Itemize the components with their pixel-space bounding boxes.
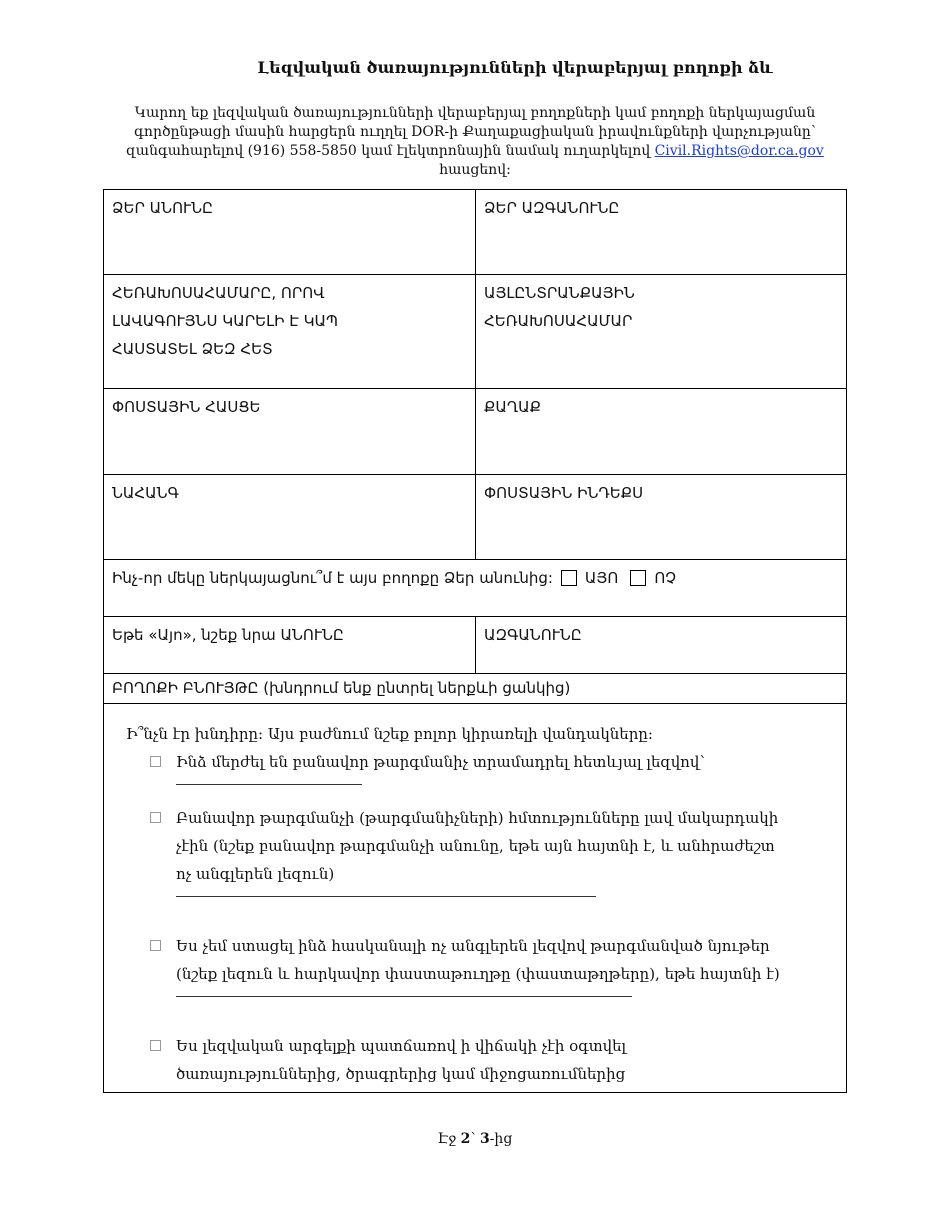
- intro-line-3: [95, 142, 855, 180]
- page-title: Լեզվական ծառայությունների վերաբերյալ բողոքի ձև: [257, 58, 773, 77]
- issue-item-4: [150, 1032, 826, 1088]
- rep-name-label: Եթե «Այո», նշեք նրա ԱՆՈՒՆԸ: [112, 626, 344, 644]
- yes-label: ԱՅՈ: [584, 569, 619, 587]
- footer-page-number: 2: [460, 1131, 471, 1147]
- issue-3-text-1: Ես չեմ ստացել ինձ հասկանալի ոչ անգլերեն լեզվով թարգմանված նյութեր: [176, 937, 770, 955]
- phone-row: [104, 275, 846, 389]
- rep-name-field[interactable]: [104, 617, 476, 673]
- issue-item-2: [150, 804, 826, 897]
- issue-1-answer-line[interactable]: [176, 776, 362, 785]
- alt-phone-label-2: ՀԵՌԱԽՈՍԱՀԱՄԱՐ: [484, 312, 633, 330]
- alt-phone-label-1: ԱՅԼԸՆՏՐԱՆՔԱՅԻՆ: [484, 284, 635, 302]
- issue-2-text-1: Բանավոր թարգմանչի (թարգմանիչների) հմտությունները լավ մակարդակի: [176, 809, 779, 827]
- intro-line-3-pre: զանգահարելով (916) 558-5850 կամ էլեկտրոնային նամակ ուղարկելով: [126, 143, 655, 159]
- representative-row: [104, 560, 846, 617]
- address-label: ՓՈՍՏԱՅԻՆ ՀԱՍՑԵ: [112, 398, 261, 416]
- address-row: [104, 389, 846, 475]
- complaint-form: [103, 189, 847, 1093]
- issue-2-checkbox[interactable]: [150, 812, 161, 823]
- issue-4-checkbox[interactable]: [150, 1040, 161, 1051]
- issue-4-text-2: ծառայություններից, ծրագրերից կամ միջոցառումներից: [176, 1065, 626, 1083]
- city-field[interactable]: [476, 389, 846, 474]
- intro-line-3-post: հասցեով:: [439, 162, 511, 178]
- issue-4-text-1: Ես լեզվական արգելքի պատճառով ի վիճակի չէի օգտվել: [176, 1037, 627, 1055]
- state-field[interactable]: [104, 475, 476, 559]
- first-name-label: ՁԵՐ ԱՆՈՒՆԸ: [112, 199, 214, 217]
- city-label: ՔԱՂԱՔ: [484, 398, 541, 416]
- address-field[interactable]: [104, 389, 476, 474]
- issues-section: [104, 704, 846, 1092]
- zip-label: ՓՈՍՏԱՅԻՆ ԻՆԴԵՔՍ: [484, 484, 644, 502]
- last-name-label: ՁԵՐ ԱԶԳԱՆՈՒՆԸ: [484, 199, 620, 217]
- no-label: ՈՉ: [654, 569, 676, 587]
- state-label: ՆԱՀԱՆԳ: [112, 484, 179, 502]
- issue-2-text-2: չէին (նշեք բանավոր թարգմանչի անունը, եթե այն հայտնի է, և անհրաժեշտ: [176, 837, 775, 855]
- first-name-field[interactable]: [104, 190, 476, 274]
- issue-2-text-3: ոչ անգլերեն լեզուն): [176, 865, 335, 883]
- email-link[interactable]: Civil.Rights@dor.ca.gov: [654, 143, 824, 159]
- footer-sep: ՝: [470, 1131, 480, 1147]
- issue-3-answer-line[interactable]: [176, 988, 632, 997]
- state-row: [104, 475, 846, 560]
- alt-phone-field[interactable]: [476, 275, 846, 388]
- issue-item-3: [150, 932, 826, 997]
- footer-pre: Էջ: [437, 1131, 461, 1147]
- issue-item-1: [150, 748, 826, 785]
- complaint-type-label: ԲՈՂՈՔԻ ԲՆՈՒՅԹԸ (խնդրում ենք ընտրել ներքևի ցանկից): [112, 679, 571, 697]
- issue-1-checkbox[interactable]: [150, 756, 161, 767]
- issues-question: Ի՞նչն էր խնդիրը: Այս բաժնում նշեք բոլոր կիրառելի վանդակները:: [126, 725, 653, 743]
- issue-1-text: Ինձ մերժել են բանավոր թարգմանիչ տրամադրել հետևյալ լեզվով՝: [176, 753, 705, 771]
- rep-last-name-label: ԱԶԳԱՆՈՒՆԸ: [484, 626, 582, 644]
- issue-3-text-2: (նշեք լեզուն և հարկավոր փաստաթուղթը (փաստաթղթերը), եթե հայտնի է): [176, 965, 780, 983]
- phone-label-3: ՀԱՍՏԱՏԵԼ ՁԵԶ ՀԵՏ: [112, 340, 273, 358]
- issue-2-answer-line[interactable]: [176, 888, 596, 897]
- zip-field[interactable]: [476, 475, 846, 559]
- name-row: [104, 190, 846, 275]
- complaint-type-header: [104, 674, 846, 703]
- representative-label: Ինչ-որ մեկը ներկայացնու՞մ է այս բողոքը Ձեր անունից:: [112, 569, 553, 587]
- intro-line-2: գործընթացի մասին հարցերն ուղղել DOR-ի Քաղաքացիական իրավունքների վարչությանը՝: [134, 124, 816, 140]
- complaint-type-row: [104, 674, 846, 704]
- representative-question: [104, 560, 846, 616]
- yes-checkbox[interactable]: [561, 570, 577, 586]
- page-footer: [0, 1131, 950, 1147]
- footer-page-total: 3: [479, 1131, 490, 1147]
- last-name-field[interactable]: [476, 190, 846, 274]
- intro-line-1: Կարող եք լեզվական ծառայությունների վերաբերյալ բողոքների կամ բողոքի ներկայացման: [134, 105, 816, 121]
- rep-name-row: [104, 617, 846, 674]
- phone-label-1: ՀԵՌԱԽՈՍԱՀԱՄԱՐԸ, ՈՐՈՎ: [112, 284, 325, 302]
- no-checkbox[interactable]: [630, 570, 646, 586]
- issue-3-checkbox[interactable]: [150, 940, 161, 951]
- phone-label-2: ԼԱՎԱԳՈՒՅՆՍ ԿԱՐԵԼԻ Է ԿԱՊ: [112, 312, 339, 330]
- rep-last-name-field[interactable]: [476, 617, 846, 673]
- intro-text: [95, 104, 855, 180]
- phone-field[interactable]: [104, 275, 476, 388]
- footer-post: -ից: [489, 1131, 513, 1147]
